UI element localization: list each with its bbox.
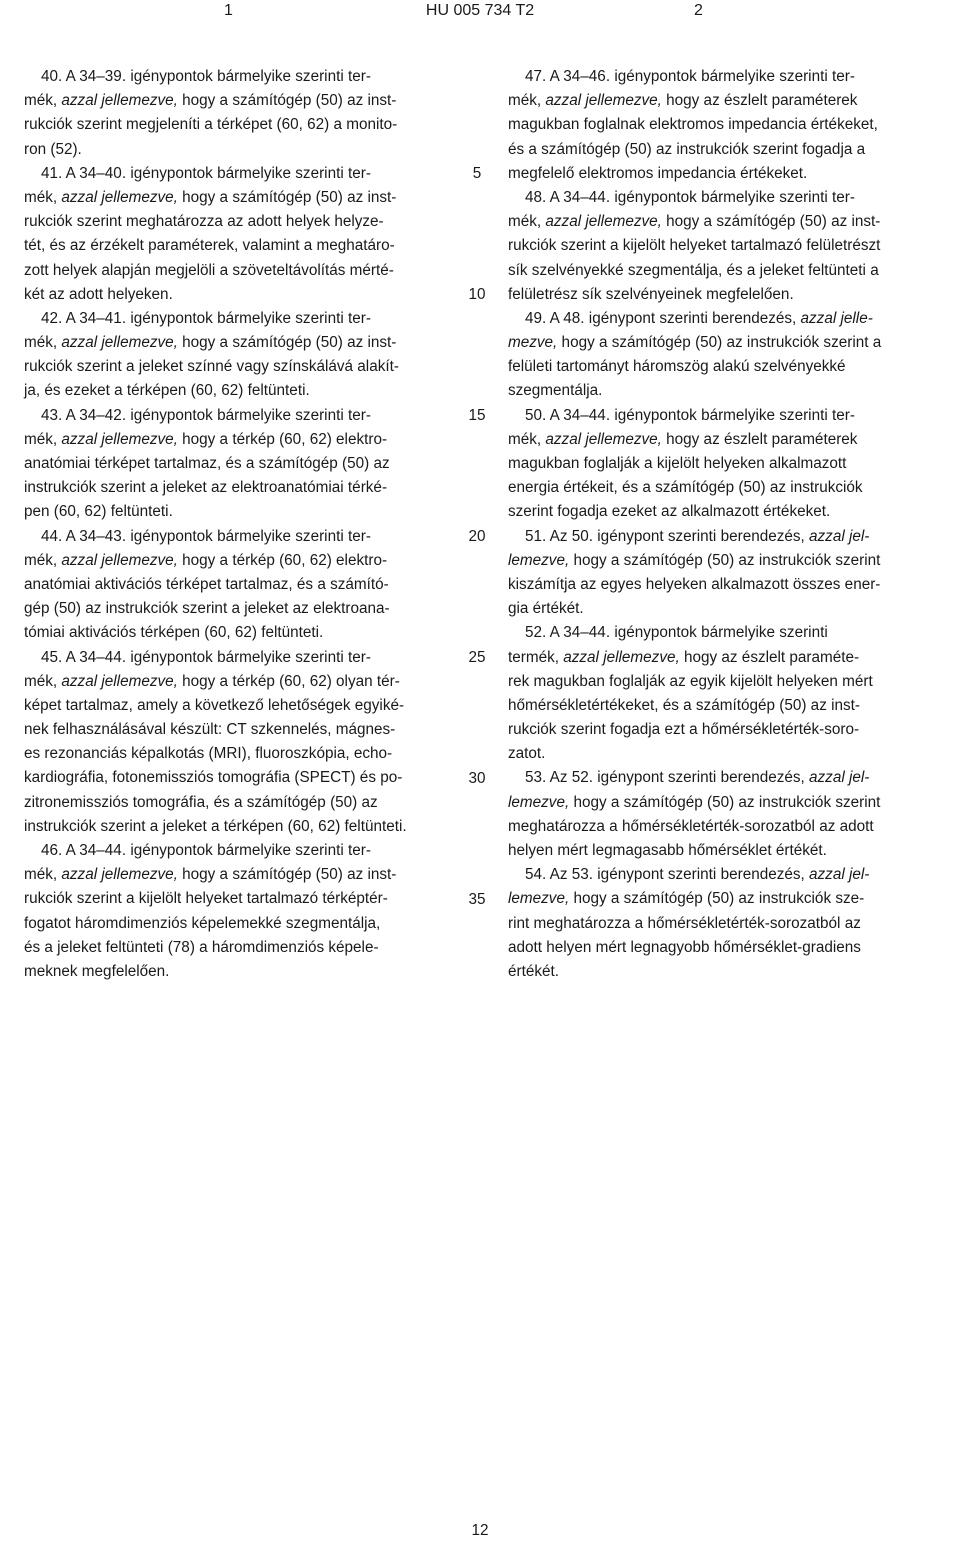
text-line [24, 960, 452, 984]
text-segment: mék, [24, 92, 62, 110]
text-segment: azzal jellemezve, [563, 648, 680, 666]
text-segment: 49. A 48. igénypont szerinti berendezés, [525, 309, 801, 327]
text-line [508, 742, 936, 766]
text-line [508, 138, 936, 162]
text-line [508, 331, 936, 355]
text-segment: zatot. [508, 745, 546, 763]
text-line [508, 500, 936, 524]
text-segment: gép (50) az instrukciók szerint a jeleket az elektroana- [24, 600, 390, 618]
text-line [508, 621, 936, 645]
text-segment: és a számítógép (50) az instrukciók szerint fogadja a [508, 140, 866, 158]
text-segment: rek magukban foglalják az egyik kijelölt helyeken mért [508, 672, 873, 690]
text-line [24, 500, 452, 524]
text-segment: azzal jellemezve, [61, 866, 178, 884]
text-line [24, 936, 452, 960]
text-segment: hogy a térkép (60, 62) elektro- [177, 551, 388, 569]
text-line [24, 549, 452, 573]
text-line [24, 89, 452, 113]
text-line [24, 766, 452, 790]
text-line [24, 742, 452, 766]
text-segment: hőmérsékletértékeket, és a számítógép (50) az inst- [508, 696, 860, 714]
text-line [508, 646, 936, 670]
text-segment: 45. A 34–44. igénypontok bármelyike szerinti ter- [41, 648, 371, 666]
text-segment: mék, [24, 334, 62, 352]
text-segment: lemezve, [508, 890, 570, 908]
text-line [24, 621, 452, 645]
text-segment: hogy a számítógép (50) az inst- [177, 866, 397, 884]
text-segment: hogy a számítógép (50) az inst- [661, 213, 881, 231]
text-segment: felületi tartományt háromszög alakú szelvényekké [508, 358, 846, 376]
text-segment: képet tartalmaz, amely a következő lehetőségek egyiké- [24, 696, 405, 714]
text-line [508, 694, 936, 718]
text-line [24, 138, 452, 162]
text-segment: nek felhasználásával készült: CT szkennelés, mágnes- [24, 721, 396, 739]
text-segment: rukciók szerint a jeleket színné vagy színskálává alakít- [24, 358, 399, 376]
text-line [508, 476, 936, 500]
text-line [24, 404, 452, 428]
text-line [508, 718, 936, 742]
text-line [24, 307, 452, 331]
text-segment: zitronemissziós tomográfia, és a számítógép (50) az [24, 793, 378, 811]
text-segment: lemezve, [508, 551, 570, 569]
text-line [24, 815, 452, 839]
text-segment: hogy a számítógép (50) az inst- [177, 188, 397, 206]
text-line [24, 863, 452, 887]
text-segment: mék, [508, 213, 546, 231]
left-column [24, 65, 452, 984]
text-segment: 43. A 34–42. igénypontok bármelyike szerinti ter- [41, 406, 371, 424]
text-line [24, 259, 452, 283]
text-segment: azzal jellemezve, [61, 92, 178, 110]
text-segment: mék, [24, 188, 62, 206]
text-segment: helyen mért legmagasabb hőmérséklet értékét. [508, 842, 827, 859]
patent-number: HU 005 734 T2 [425, 2, 535, 19]
text-segment: hogy a térkép (60, 62) elektro- [177, 430, 388, 448]
text-segment: ron (52). [24, 140, 82, 158]
text-segment: mék, [24, 551, 62, 569]
text-line [24, 186, 452, 210]
text-segment: hogy az észlelt paraméterek [661, 430, 858, 448]
text-line [24, 525, 452, 549]
text-line [24, 113, 452, 137]
text-segment: azzal jel- [809, 527, 870, 545]
text-segment: zott helyek alapján megjelöli a szöveteltávolítás mérté- [24, 261, 394, 279]
text-segment: 52. A 34–44. igénypontok bármelyike szerinti [525, 624, 828, 642]
text-line [508, 936, 936, 960]
text-line [508, 428, 936, 452]
text-line [508, 960, 936, 984]
text-segment: azzal jellemezve, [545, 430, 662, 448]
text-segment: 48. A 34–44. igénypontok bármelyike szerinti ter- [525, 188, 855, 206]
text-segment: energia értékeit, és a számítógép (50) az instrukciók [508, 479, 863, 497]
text-segment: mék, [508, 430, 546, 448]
text-segment: azzal jellemezve, [545, 92, 662, 110]
text-line [508, 839, 936, 863]
text-line [508, 791, 936, 815]
text-segment: rukciók szerint a kijelölt helyeket tartalmazó térképtér- [24, 890, 388, 908]
text-line [24, 234, 452, 258]
line-number: 10 [468, 285, 486, 303]
text-segment: 50. A 34–44. igénypontok bármelyike szerinti ter- [525, 406, 855, 424]
text-segment: azzal jellemezve, [61, 672, 178, 690]
text-line [24, 694, 452, 718]
text-line [508, 234, 936, 258]
text-segment: rukciók szerint fogadja ezt a hőmérsékletérték-soro- [508, 721, 860, 739]
text-line [508, 307, 936, 331]
text-segment: hogy a számítógép (50) az instrukciók szerint [569, 793, 881, 811]
text-segment: hogy a számítógép (50) az instrukciók szerint a [557, 334, 882, 352]
text-segment: hogy a számítógép (50) az instrukciók sze- [569, 890, 865, 908]
text-segment: instrukciók szerint a jeleket az elektroanatómiai térké- [24, 479, 388, 497]
text-line [508, 210, 936, 234]
text-segment: 44. A 34–43. igénypontok bármelyike szerinti ter- [41, 527, 371, 545]
header-right-page-number: 2 [694, 2, 703, 19]
text-segment: értékét. [508, 962, 560, 980]
text-segment: hogy a számítógép (50) az inst- [177, 334, 397, 352]
text-segment: lemezve, [508, 793, 570, 811]
text-segment: anatómiai aktivációs térképet tartalmaz, és a számító- [24, 575, 389, 593]
text-line [24, 791, 452, 815]
page-number: 12 [471, 1522, 489, 1539]
text-segment: kardiográfia, fotonemissziós tomográfia (SPECT) és po- [24, 769, 403, 787]
text-line [24, 65, 452, 89]
text-line [508, 404, 936, 428]
text-line [508, 549, 936, 573]
text-line [508, 863, 936, 887]
text-segment: szegmentálja. [508, 382, 603, 400]
text-segment: 41. A 34–40. igénypontok bármelyike szerinti ter- [41, 164, 371, 182]
text-segment: azzal jellemezve, [61, 430, 178, 448]
text-line [24, 670, 452, 694]
text-line [508, 379, 936, 403]
text-line [508, 525, 936, 549]
text-line [24, 718, 452, 742]
text-line [24, 912, 452, 936]
text-segment: 51. Az 50. igénypont szerinti berendezés, [525, 527, 810, 545]
text-segment: mezve, [508, 334, 558, 352]
text-segment: felületrész sík szelvényeinek megfelelően. [508, 285, 794, 303]
text-segment: hogy az észlelt paraméterek [661, 92, 858, 110]
text-segment: megfelelő elektromos impedancia értékeket. [508, 164, 808, 182]
text-segment: gia értékét. [508, 600, 584, 618]
line-number: 25 [468, 648, 486, 666]
text-line [508, 452, 936, 476]
text-line [24, 428, 452, 452]
text-line [24, 476, 452, 500]
text-line [508, 815, 936, 839]
line-number: 30 [468, 769, 486, 787]
header-left-page-number: 1 [224, 2, 233, 19]
text-segment: magukban foglalnak elektromos impedancia értékeket, [508, 116, 878, 134]
text-segment: hogy a számítógép (50) az inst- [177, 92, 397, 110]
text-segment: rint meghatározza a hőmérsékletérték-sorozatból az [508, 914, 861, 932]
text-segment: meknek megfelelően. [24, 962, 170, 980]
text-segment: termék, [508, 648, 564, 666]
text-segment: 54. Az 53. igénypont szerinti berendezés, [525, 866, 810, 884]
text-segment: tómiai aktivációs térképen (60, 62) feltünteti. [24, 624, 324, 642]
text-line [508, 597, 936, 621]
text-segment: rukciók szerint a kijelölt helyeket tartalmazó felületrészt [508, 237, 881, 255]
text-segment: azzal jel- [809, 769, 870, 787]
text-segment: mék, [24, 866, 62, 884]
text-line [24, 379, 452, 403]
text-segment: azzal jelle- [800, 309, 873, 327]
text-line [24, 355, 452, 379]
text-segment: 47. A 34–46. igénypontok bármelyike szerinti ter- [525, 68, 855, 85]
text-segment: szerint fogadja ezeket az alkalmazott értékeket. [508, 503, 831, 521]
right-column [508, 65, 936, 984]
text-line [24, 452, 452, 476]
line-number: 20 [468, 527, 486, 545]
text-segment: azzal jellemezve, [61, 334, 178, 352]
text-line [508, 283, 936, 307]
line-number: 35 [468, 890, 486, 908]
text-segment: és a jeleket feltünteti (78) a háromdimenziós képele- [24, 938, 379, 956]
text-line [508, 355, 936, 379]
text-segment: mék, [508, 92, 546, 110]
text-line [508, 186, 936, 210]
text-line [508, 65, 936, 89]
text-segment: ja, és ezeket a térképen (60, 62) feltünteti. [24, 382, 310, 400]
text-segment: azzal jel- [809, 866, 870, 884]
text-segment: két az adott helyeken. [24, 285, 173, 303]
text-segment: hogy a számítógép (50) az instrukciók szerint [569, 551, 881, 569]
text-line [24, 210, 452, 234]
text-segment: 53. Az 52. igénypont szerinti berendezés, [525, 769, 810, 787]
line-number: 15 [468, 406, 486, 424]
text-line [508, 670, 936, 694]
text-line [508, 113, 936, 137]
text-segment: sík szelvényekké szegmentálja, és a jeleket feltünteti a [508, 261, 879, 279]
text-line [508, 887, 936, 911]
text-segment: magukban foglalják a kijelölt helyeken alkalmazott [508, 455, 847, 472]
text-segment: 46. A 34–44. igénypontok bármelyike szerinti ter- [41, 842, 371, 859]
text-segment: hogy a térkép (60, 62) olyan tér- [177, 672, 400, 690]
text-segment: mék, [24, 672, 62, 690]
text-line [24, 646, 452, 670]
text-segment: instrukciók szerint a jeleket a térképen (60, 62) feltünteti. [24, 817, 407, 835]
text-segment: mék, [24, 430, 62, 448]
text-line [508, 162, 936, 186]
text-line [24, 887, 452, 911]
text-segment: tét, és az érzékelt paraméterek, valamint a meghatáro- [24, 237, 395, 255]
text-segment: azzal jellemezve, [61, 188, 178, 206]
text-line [24, 283, 452, 307]
text-line [508, 766, 936, 790]
text-segment: rukciók szerint meghatározza az adott helyek helyze- [24, 213, 384, 231]
text-line [508, 573, 936, 597]
text-segment: azzal jellemezve, [545, 213, 662, 231]
text-line [24, 839, 452, 863]
text-line [24, 331, 452, 355]
text-line [24, 162, 452, 186]
text-line [508, 912, 936, 936]
text-line [24, 573, 452, 597]
text-segment: meghatározza a hőmérsékletérték-sorozatból az adott [508, 817, 874, 835]
text-segment: rukciók szerint megjeleníti a térképet (60, 62) a monito- [24, 116, 398, 134]
text-segment: 40. A 34–39. igénypontok bármelyike szerinti ter- [41, 68, 371, 85]
text-segment: 42. A 34–41. igénypontok bármelyike szerinti ter- [41, 309, 371, 327]
text-segment: azzal jellemezve, [61, 551, 178, 569]
text-segment: hogy az észlelt paraméte- [679, 648, 860, 666]
text-line [24, 597, 452, 621]
text-segment: anatómiai térképet tartalmaz, és a számítógép (50) az [24, 455, 390, 472]
text-line [508, 89, 936, 113]
text-segment: fogatot háromdimenziós képelemekké szegmentálja, [24, 914, 381, 932]
text-segment: pen (60, 62) feltünteti. [24, 503, 173, 521]
line-number: 5 [472, 164, 482, 182]
text-segment: kiszámítja az egyes helyeken alkalmazott összes ener- [508, 575, 881, 593]
text-line [508, 259, 936, 283]
text-segment: adott helyen mért legnagyobb hőmérséklet-gradiens [508, 938, 861, 956]
text-segment: es rezonanciás képalkotás (MRI), fluoroszkópia, echo- [24, 745, 393, 763]
